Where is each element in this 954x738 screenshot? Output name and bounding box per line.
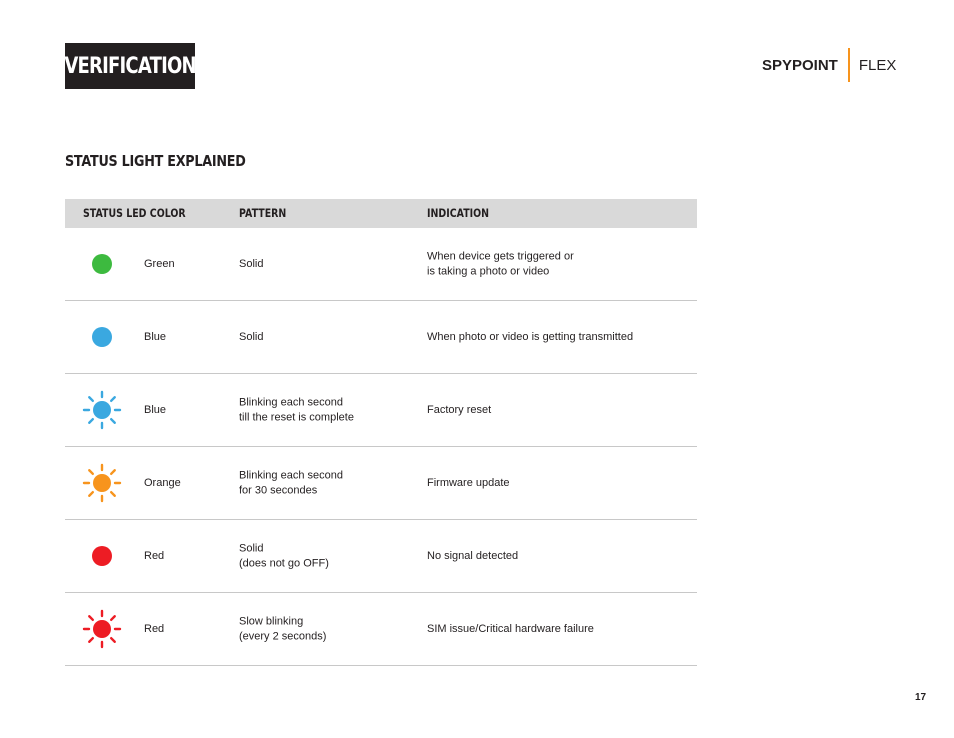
status-light-table — [65, 199, 697, 666]
section-title: STATUS LIGHT EXPLAINED — [65, 152, 246, 170]
led-color-label: Red — [144, 623, 165, 635]
pattern-text: Slow blinking (every 2 seconds) — [239, 615, 327, 642]
solid-led-icon — [82, 244, 122, 284]
brand-model: FLEX — [858, 56, 897, 74]
table-row — [65, 374, 697, 447]
table-row — [65, 301, 697, 374]
brand-separator — [848, 48, 850, 82]
pattern-text: Solid — [239, 330, 264, 343]
header-led-color: STATUS LED COLOR — [83, 206, 186, 220]
indication-text: No signal detected — [427, 549, 519, 562]
table-body — [65, 228, 697, 666]
led-color-label: Orange — [144, 477, 181, 489]
header-indication: INDICATION — [427, 206, 490, 220]
table-row — [65, 228, 697, 301]
blinking-led-icon — [82, 463, 122, 503]
led-color-label: Red — [144, 550, 165, 562]
brand-logo — [762, 48, 896, 82]
led-color-label: Blue — [144, 331, 167, 343]
pattern-text: Blinking each second for 30 secondes — [239, 469, 343, 496]
table-header — [65, 199, 697, 228]
indication-text: When photo or video is getting transmitted — [427, 330, 634, 343]
led-color-label: Blue — [144, 404, 167, 416]
indication-text: Factory reset — [427, 403, 492, 416]
indication-text: Firmware update — [427, 476, 510, 489]
table-row — [65, 520, 697, 593]
indication-text: When device gets triggered or is taking a photo or video — [427, 250, 574, 277]
page-number: 17 — [915, 692, 927, 703]
pattern-text: Solid (does not go OFF) — [239, 542, 329, 569]
solid-led-icon — [82, 317, 122, 357]
led-color-label: Green — [144, 258, 175, 270]
indication-text: SIM issue/Critical hardware failure — [427, 622, 594, 635]
brand-name: SPYPOINT — [762, 56, 838, 74]
table-row — [65, 447, 697, 520]
header-pattern: PATTERN — [239, 206, 287, 220]
table-row — [65, 593, 697, 666]
pattern-text: Solid — [239, 257, 264, 270]
pattern-text: Blinking each second till the reset is complete — [239, 396, 354, 423]
page-title: VERIFICATION — [64, 53, 196, 79]
blinking-led-icon — [82, 390, 122, 430]
page-title-box — [65, 43, 195, 89]
blinking-led-icon — [82, 609, 122, 649]
solid-led-icon — [82, 536, 122, 576]
